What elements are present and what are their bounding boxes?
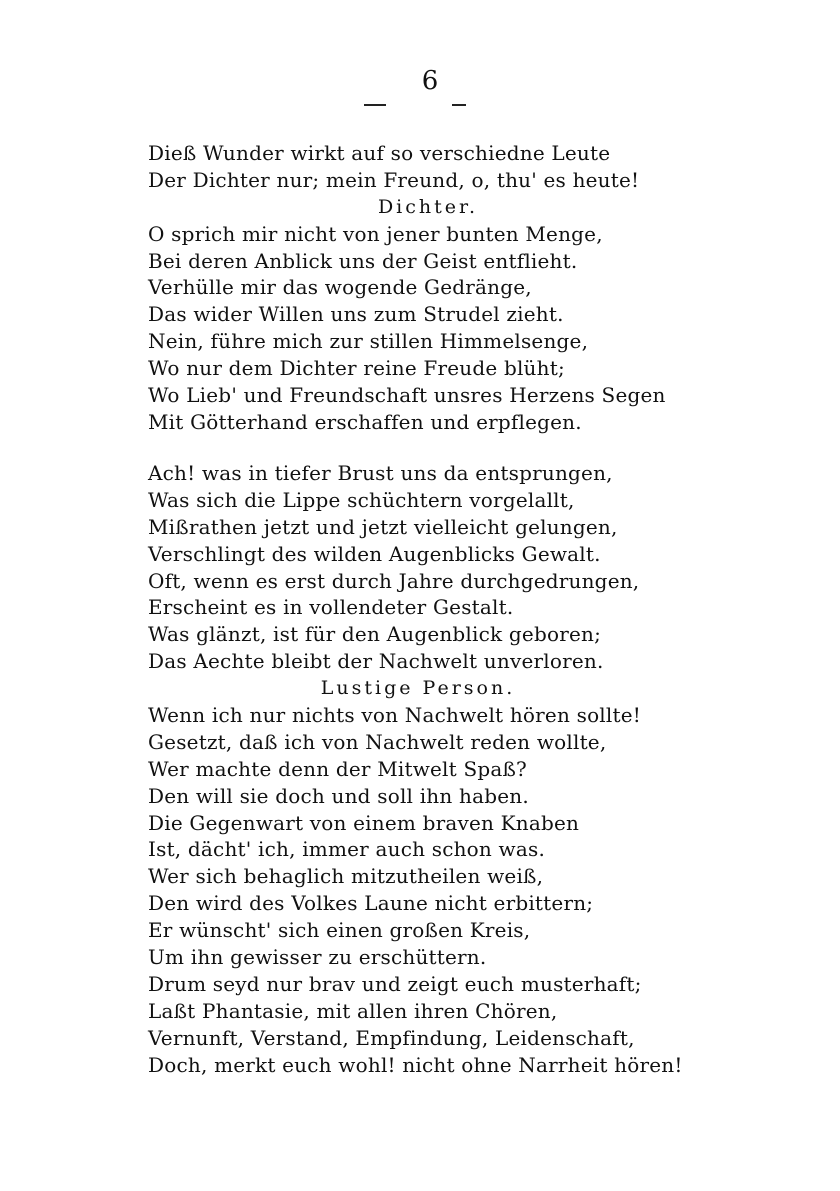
verse-line: Nein, führe mich zur stillen Himmelsenge, [148,329,589,354]
verse-line: Ist, dächt' ich, immer auch schon was. [148,837,546,862]
verse-line: Bei deren Anblick uns der Geist entflieht. [148,248,578,273]
verse-line: Ach! was in tiefer Brust uns da entsprungen, [148,461,613,485]
verse-line: Die Gegenwart von einem braven Knaben [148,810,580,835]
verse-line: Verschlingt des wilden Augenblicks Gewalt. [148,541,601,566]
verse-line: Das Aechte bleibt der Nachwelt unverloren. [148,649,604,674]
verse-line: Den wird des Volkes Laune nicht erbittern; [148,891,594,916]
verse-line: Dieß Wunder wirkt auf so verschiedne Leute [148,141,611,165]
verse-line: Was glänzt, ist für den Augenblick geboren; [148,622,602,647]
verse-line: Wo Lieb' und Freundschaft unsres Herzens Segen [148,383,666,408]
speaker-name: Dichter. [377,195,479,218]
verse-line: Doch, merkt euch wohl! nicht ohne Narrheit hören! [148,1052,683,1077]
verse-line: Drum seyd nur brav und zeigt euch musterhaft; [148,971,642,996]
verse-line: Wenn ich nur nichts von Nachwelt hören sollte! [148,703,642,728]
verse-line: Was sich die Lippe schüchtern vorgelallt, [148,487,575,512]
verse-line: Erscheint es in vollendeter Gestalt. [148,595,514,620]
verse-line: Um ihn gewisser zu erschüttern. [148,945,487,970]
verse-block-1 [148,140,666,436]
page-number: 6 [421,66,439,96]
verse-line: Der Dichter nur; mein Freund, o, thu' es heute! [148,167,640,192]
verse-line: Er wünscht' sich einen großen Kreis, [148,918,531,943]
verse-line: Vernunft, Verstand, Empfindung, Leidenschaft, [148,1025,635,1050]
verse-line: O sprich mir nicht von jener bunten Menge, [148,221,603,246]
verse-block-2 [148,460,683,1078]
verse-line: Wer sich behaglich mitzutheilen weiß, [148,864,544,889]
verse-line: Wer machte denn der Mitwelt Spaß? [148,756,527,781]
verse-line: Mißrathen jetzt und jetzt vielleicht gelungen, [148,514,618,539]
verse-line: Den will sie doch und soll ihn haben. [148,783,529,808]
verse-line: Oft, wenn es erst durch Jahre durchgedrungen, [148,568,640,593]
header-rule-left [364,104,386,106]
verse-line: Gesetzt, daß ich von Nachwelt reden wollte, [148,729,607,754]
header-rule-right [452,104,466,106]
verse-line: Mit Götterhand erschaffen und erpflegen. [148,409,582,434]
verse-line: Wo nur dem Dichter reine Freude blüht; [148,356,565,381]
verse-line: Das wider Willen uns zum Strudel zieht. [148,302,564,327]
verse-line: Laßt Phantasie, mit allen ihren Chören, [148,998,558,1023]
speaker-name: Lustige Person. [320,677,516,700]
verse-line: Verhülle mir das wogende Gedränge, [148,275,532,300]
